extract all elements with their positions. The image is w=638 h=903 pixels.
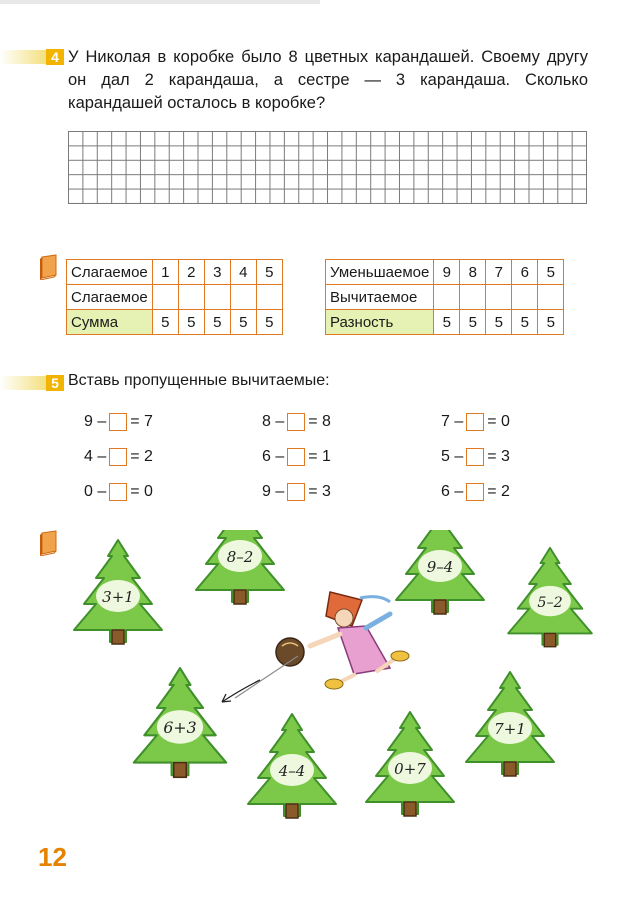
table-cell: 5	[434, 310, 460, 335]
answer-box[interactable]	[466, 448, 484, 466]
tree-expression: 7+1	[494, 720, 526, 738]
equation-right: = 2	[487, 483, 510, 500]
table-row	[67, 285, 283, 310]
equation-left: 6 –	[262, 448, 285, 465]
equation	[262, 480, 331, 504]
answer-box[interactable]	[287, 413, 305, 431]
table-cell: 8	[460, 260, 486, 285]
table-cell[interactable]	[152, 285, 178, 310]
table-cell[interactable]	[512, 285, 538, 310]
row-label: Разность	[326, 310, 434, 335]
table-row	[326, 260, 564, 285]
table-cell: 4	[230, 260, 256, 285]
equation	[84, 445, 153, 469]
table-cell: 5	[512, 310, 538, 335]
arrow	[222, 680, 260, 702]
equation	[262, 410, 331, 434]
table-cell: 1	[152, 260, 178, 285]
top-rule	[0, 0, 320, 4]
tree	[134, 668, 226, 777]
equation	[84, 480, 153, 504]
table-cell: 5	[256, 310, 282, 335]
table-row	[67, 310, 283, 335]
table-cell[interactable]	[486, 285, 512, 310]
answer-box[interactable]	[109, 413, 127, 431]
tree-expression: 9–4	[426, 558, 454, 576]
subtraction-table	[325, 259, 564, 335]
equation-right: = 7	[130, 413, 153, 430]
table-cell[interactable]	[256, 285, 282, 310]
equation-left: 9 –	[84, 413, 107, 430]
table-row	[67, 260, 283, 285]
table-cell: 7	[486, 260, 512, 285]
task-5-title: Вставь пропущенные вычитаемые:	[68, 372, 330, 389]
task-5-strip	[0, 376, 48, 390]
tree	[466, 672, 554, 776]
tree-expression: 5–2	[537, 594, 563, 611]
tree	[396, 530, 484, 614]
table-cell[interactable]	[434, 285, 460, 310]
table-cell: 5	[460, 310, 486, 335]
equation-left: 0 –	[84, 483, 107, 500]
table-cell: 5	[538, 310, 564, 335]
tree-expression: 3+1	[102, 588, 134, 606]
equation-right: = 2	[130, 448, 153, 465]
equation-left: 5 –	[441, 448, 464, 465]
equation	[441, 480, 510, 504]
answer-box[interactable]	[109, 448, 127, 466]
equation-left: 7 –	[441, 413, 464, 430]
tree-scene	[60, 530, 620, 830]
answer-box[interactable]	[287, 448, 305, 466]
equation-left: 6 –	[441, 483, 464, 500]
table-cell: 5	[486, 310, 512, 335]
answer-box[interactable]	[109, 483, 127, 501]
answer-box[interactable]	[287, 483, 305, 501]
book-icon	[38, 530, 60, 556]
table-cell: 5	[230, 310, 256, 335]
equation-left: 9 –	[262, 483, 285, 500]
row-label: Слагаемое	[67, 285, 153, 310]
table-cell: 2	[178, 260, 204, 285]
table-cell: 3	[204, 260, 230, 285]
equation-right: = 3	[308, 483, 331, 500]
tree	[248, 714, 336, 818]
table-row	[326, 285, 564, 310]
equation	[262, 445, 331, 469]
table-row	[326, 310, 564, 335]
table-cell[interactable]	[178, 285, 204, 310]
addition-table	[66, 259, 283, 335]
tree	[196, 530, 284, 604]
equation-left: 8 –	[262, 413, 285, 430]
task-5-number: 5	[46, 375, 64, 391]
table-cell: 5	[178, 310, 204, 335]
row-label: Вычитаемое	[326, 285, 434, 310]
task-4-text: У Николая в коробке было 8 цветных карандашей. Своему другу он дал 2 карандаша, а сестре — 3 карандаша. Сколько карандашей осталось в коробке?	[68, 48, 588, 112]
equation	[441, 445, 510, 469]
answer-grid[interactable]	[68, 131, 587, 204]
table-cell: 6	[512, 260, 538, 285]
page-number: 12	[38, 842, 67, 872]
equation-right: = 3	[487, 448, 510, 465]
equation	[441, 410, 510, 434]
girl-illustration	[235, 592, 409, 698]
answer-box[interactable]	[466, 483, 484, 501]
table-cell: 5	[256, 260, 282, 285]
table-cell: 9	[434, 260, 460, 285]
table-cell[interactable]	[204, 285, 230, 310]
tree	[508, 548, 592, 647]
equation	[84, 410, 153, 434]
table-cell[interactable]	[538, 285, 564, 310]
row-label: Уменьшаемое	[326, 260, 434, 285]
row-label: Слагаемое	[67, 260, 153, 285]
task-4-strip	[0, 50, 48, 64]
tree-expression: 6+3	[163, 718, 197, 738]
table-cell[interactable]	[230, 285, 256, 310]
equation-right: = 8	[308, 413, 331, 430]
tree-expression: 0+7	[394, 760, 426, 778]
tree	[366, 712, 454, 816]
task-4-number: 4	[46, 49, 64, 65]
table-cell: 5	[204, 310, 230, 335]
table-cell: 5	[152, 310, 178, 335]
table-cell: 5	[538, 260, 564, 285]
tree-expression: 4–4	[278, 762, 306, 780]
answer-box[interactable]	[466, 413, 484, 431]
row-label: Сумма	[67, 310, 153, 335]
equation-right: = 1	[308, 448, 331, 465]
equation-right: = 0	[130, 483, 153, 500]
table-cell[interactable]	[460, 285, 486, 310]
tree	[74, 540, 162, 644]
equation-right: = 0	[487, 413, 510, 430]
equation-left: 4 –	[84, 448, 107, 465]
tree-expression: 8–2	[226, 548, 254, 566]
book-icon	[38, 254, 60, 280]
